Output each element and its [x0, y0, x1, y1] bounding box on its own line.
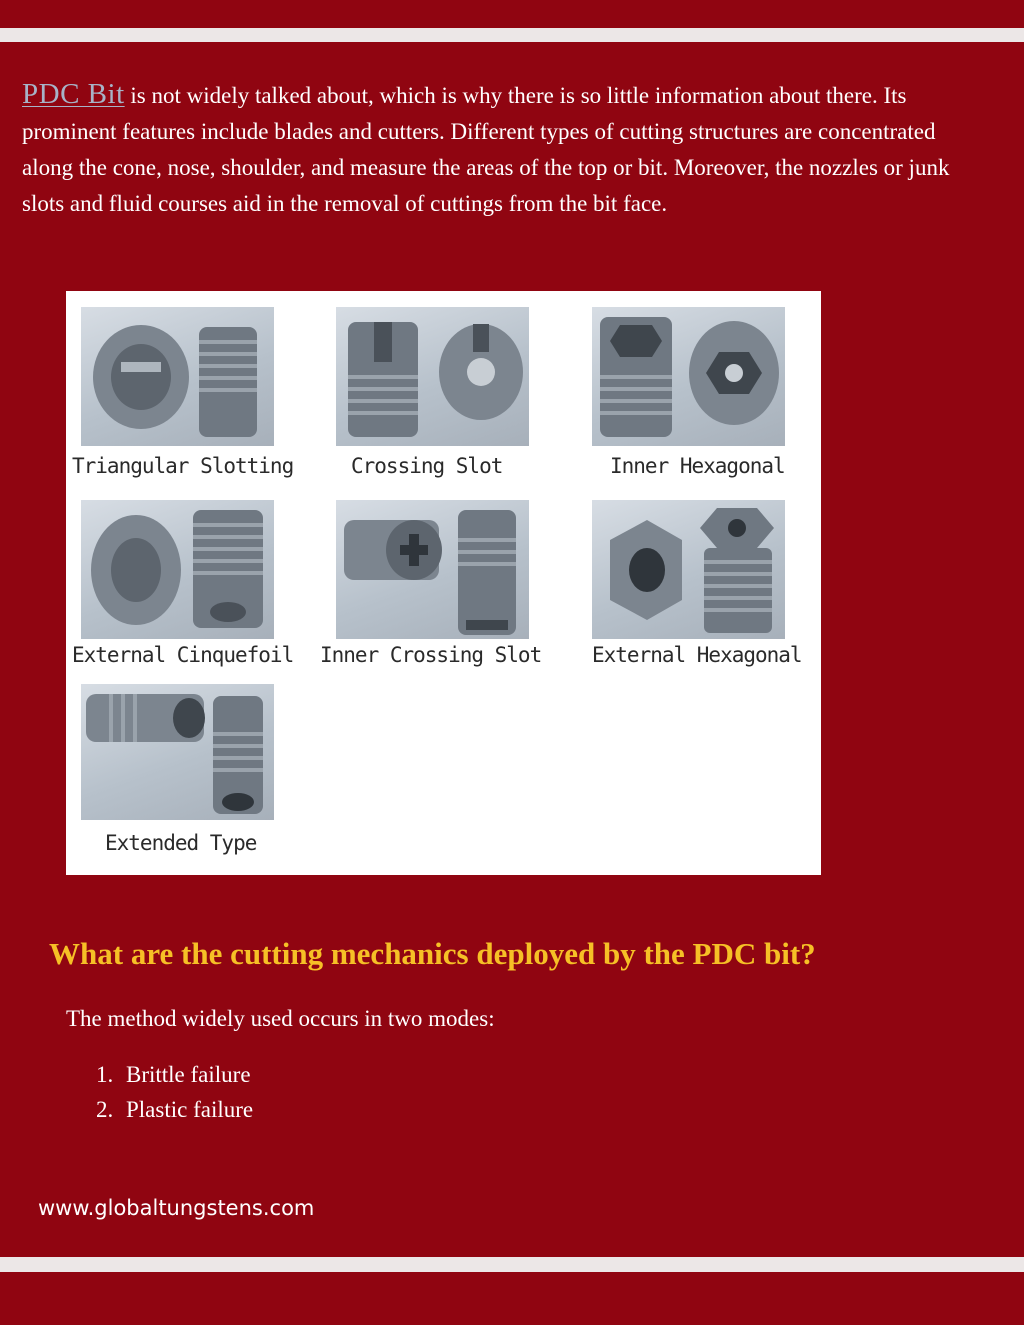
inner-hexagonal-nozzle-icon: [592, 307, 785, 446]
top-band: [0, 28, 1024, 42]
bottom-band: [0, 1257, 1024, 1272]
list-item-number: 2.: [96, 1097, 114, 1122]
nozzle-caption: Extended Type: [105, 831, 257, 855]
pdc-bit-link[interactable]: PDC Bit: [22, 78, 125, 110]
list-item-number: 1.: [96, 1062, 114, 1087]
failure-modes-list: [96, 1057, 253, 1127]
list-item-label: Brittle failure: [126, 1062, 251, 1087]
list-item: [96, 1057, 253, 1092]
nozzle-caption: Triangular Slotting: [72, 454, 294, 478]
nozzle-caption: Crossing Slot: [351, 454, 503, 478]
footer-url[interactable]: www.globaltungstens.com: [38, 1196, 315, 1220]
extended-type-nozzle-icon: [81, 684, 274, 820]
nozzle-caption: External Hexagonal: [592, 643, 802, 667]
list-item-label: Plastic failure: [126, 1097, 254, 1122]
section-lead: The method widely used occurs in two modes:: [66, 1006, 495, 1031]
inner-crossing-slot-nozzle-icon: [336, 500, 529, 639]
triangular-slotting-nozzle-icon: [81, 307, 274, 446]
nozzle-types-figure: [66, 291, 821, 875]
nozzle-caption: Inner Hexagonal: [610, 454, 785, 478]
section-heading: What are the cutting mechanics deployed by the PDC bit?: [49, 936, 816, 971]
external-hexagonal-nozzle-icon: [592, 500, 785, 639]
intro-paragraph: [22, 76, 962, 222]
nozzle-caption: External Cinquefoil: [72, 643, 294, 667]
nozzle-caption: Inner Crossing Slot: [320, 643, 542, 667]
list-item: [96, 1092, 253, 1127]
crossing-slot-nozzle-icon: [336, 307, 529, 446]
intro-text: is not widely talked about, which is why there is so little information about there. Its prominent features include blades and cutters. Different types of cutting structures are concentrated along the cone, nose, shoulder, and measure the areas of the top or bit. Moreover, the nozzles or junk slots and fluid courses aid in the removal of cuttings from the bit face.: [22, 83, 950, 216]
external-cinquefoil-nozzle-icon: [81, 500, 274, 639]
